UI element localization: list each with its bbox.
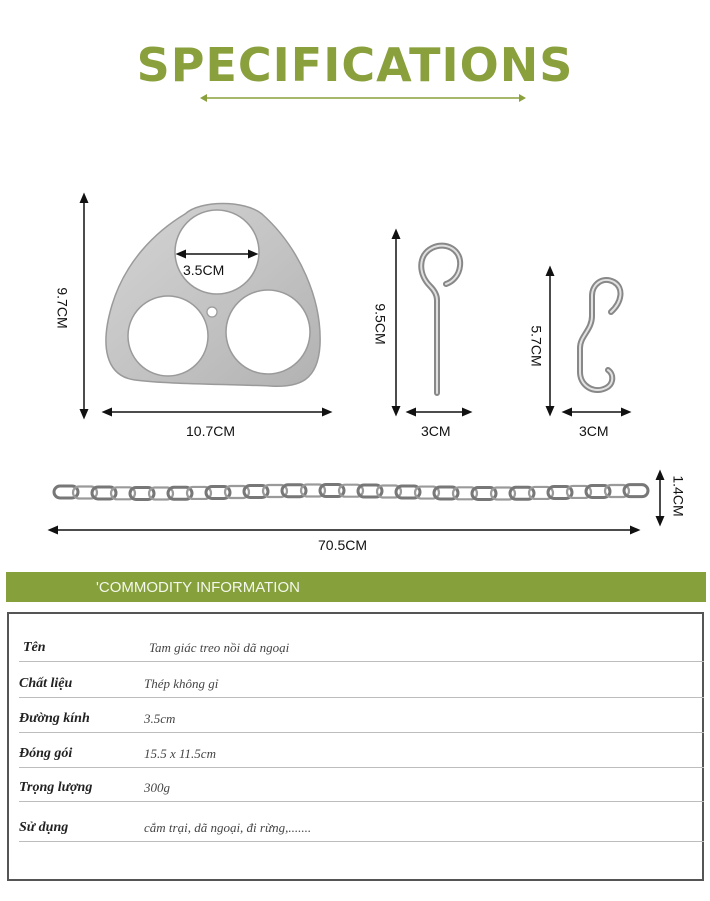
chain-thickness-label: 1.4CM — [670, 475, 687, 517]
table-row — [19, 632, 704, 662]
row-divider — [19, 661, 704, 662]
triangle-plate-icon — [106, 204, 320, 387]
row-value: 300g — [144, 780, 170, 795]
row-divider — [19, 841, 704, 842]
row-label: Đóng gói — [19, 746, 73, 761]
row-label: Chất liệu — [19, 676, 73, 691]
s-hook-height-label: 5.7CM — [528, 325, 545, 367]
s-hook-width-label: 3CM — [579, 423, 609, 439]
row-value: 3.5cm — [144, 711, 176, 726]
commodity-heading: 'COMMODITY INFORMATION — [96, 579, 300, 596]
row-label: Trọng lượng — [19, 780, 93, 795]
row-divider — [19, 732, 704, 733]
row-value: Thép không gỉ — [144, 676, 219, 691]
row-value: cắm trại, dã ngoại, đi rừng,....... — [144, 820, 312, 835]
row-label: Sử dụng — [19, 820, 69, 835]
hook-icon — [421, 246, 460, 393]
page-title: SPECIFICATIONS — [136, 38, 574, 92]
row-divider — [19, 801, 704, 802]
commodity-table — [7, 612, 704, 881]
table-row — [19, 703, 704, 733]
row-label: Tên — [23, 640, 46, 655]
table-row — [19, 772, 704, 802]
row-label: Đường kính — [19, 711, 90, 726]
chain-icon — [54, 485, 648, 500]
plate-height-label: 9.7CM — [54, 287, 71, 329]
s-hook-icon — [580, 280, 620, 390]
table-row — [19, 738, 704, 768]
row-value: Tam giác treo nồi dã ngoại — [149, 640, 290, 655]
hook-height-label: 9.5CM — [372, 303, 389, 345]
commodity-band — [6, 572, 706, 602]
row-divider — [19, 697, 704, 698]
chain-length-label: 70.5CM — [318, 537, 368, 553]
table-row — [19, 812, 704, 842]
hook-width-label: 3CM — [421, 423, 451, 439]
table-row — [19, 668, 704, 698]
plate-width-label: 10.7CM — [186, 423, 236, 439]
row-value: 15.5 x 11.5cm — [144, 746, 216, 761]
row-divider — [19, 767, 704, 768]
hole-diameter-label: 3.5CM — [183, 262, 225, 278]
